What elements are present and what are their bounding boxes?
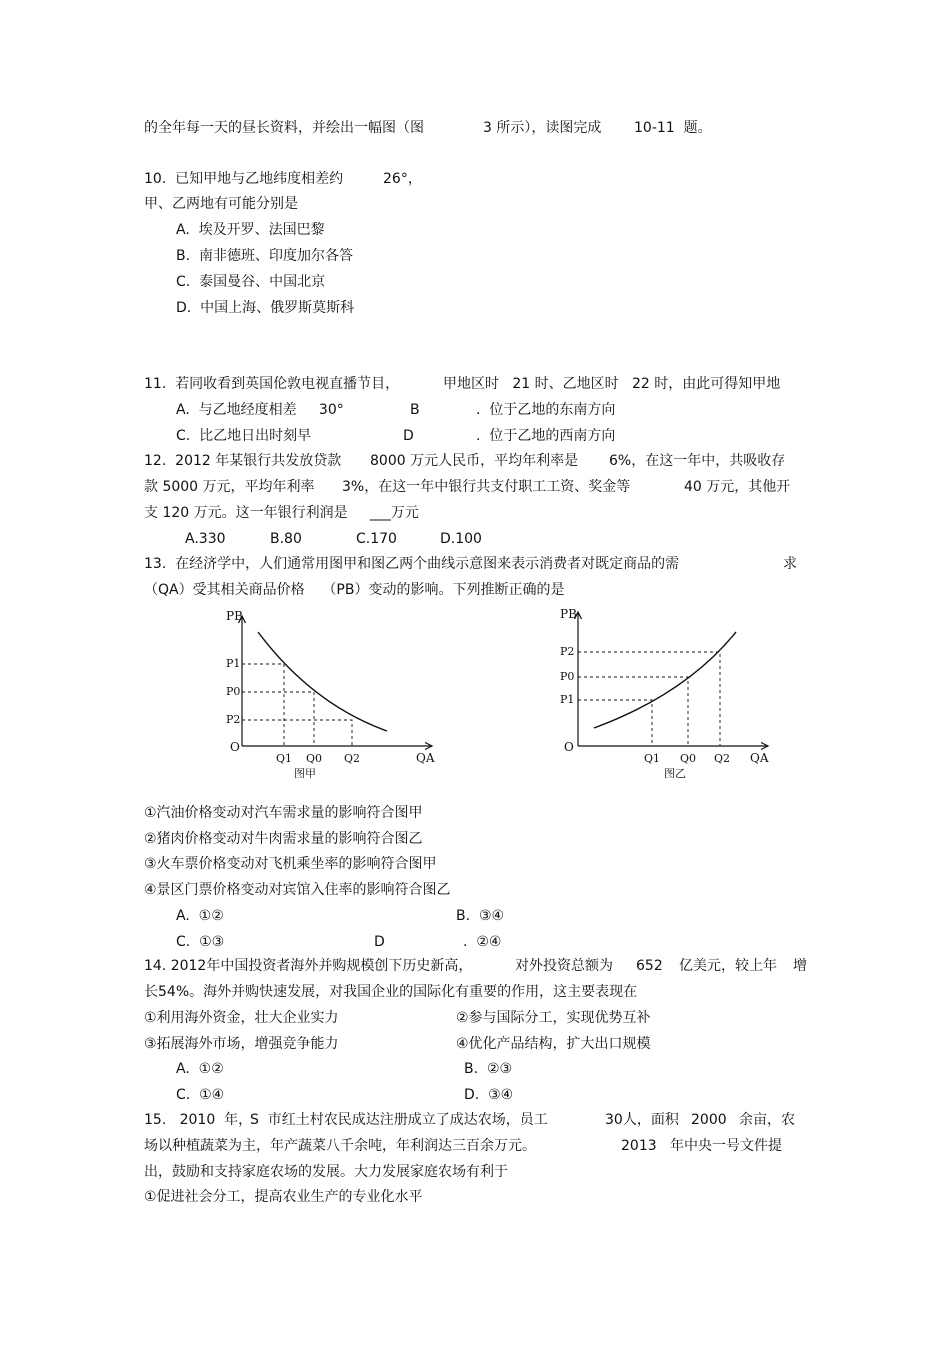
q12-option-b: B.80 — [270, 531, 302, 547]
q11-stem-2: 甲地区时 21 时、乙地区时 22 时，由此可得知甲地 — [443, 376, 781, 392]
jia-p0: P0 — [226, 685, 241, 698]
q13-option-a: A. ①② — [176, 908, 224, 924]
q14-option-b: B. ②③ — [464, 1061, 513, 1077]
q14-line1-d: 亿美元，较上年 — [679, 958, 777, 974]
q14-line1-c: 652 — [636, 958, 663, 974]
q12-line2-a: 款 5000 万元，平均年利率 — [144, 479, 315, 495]
q15-line2-b: 2013 年中央一号文件提 — [621, 1138, 782, 1154]
figure-jia — [222, 604, 442, 784]
intro-text-c: 10-11 题。 — [634, 120, 712, 136]
q15-line1-b: S 市红土村农民成达注册成立了成达农场，员工 — [250, 1112, 548, 1128]
q13-option-d: . ②④ — [463, 934, 502, 950]
q14-line1-b: 对外投资总额为 — [515, 958, 613, 974]
q10-option-a: A. 埃及开罗、法国巴黎 — [176, 222, 325, 238]
q10-option-c: C. 泰国曼谷、中国北京 — [176, 274, 326, 290]
q12-option-d: D.100 — [440, 531, 482, 547]
yi-q0: Q0 — [680, 752, 697, 765]
jia-q0: Q0 — [306, 752, 323, 765]
q14-line2: 长54%。海外并购快速发展，对我国企业的国际化有重要的作用，这主要表现在 — [144, 984, 638, 1000]
q15-line1-d: 2000 — [691, 1112, 727, 1128]
q11-option-c: C. 比乙地日出时刻早 — [176, 428, 312, 444]
q12-line2-c: 40 万元，其他开 — [684, 479, 791, 495]
q13-line2: （QA）受其相关商品价格 （PB）变动的影响。下列推断正确的是 — [144, 582, 565, 598]
q12-line1-b: 8000 万元人民币，平均年利率是 — [370, 453, 579, 469]
q14-item-3: ③拓展海外市场，增强竞争能力 — [144, 1036, 339, 1052]
q13-item-4: ④景区门票价格变动对宾馆入住率的影响符合图乙 — [144, 882, 451, 898]
q14-option-d: D. ③④ — [464, 1087, 514, 1103]
jia-q2: Q2 — [344, 752, 361, 765]
yi-caption: 图乙 — [664, 767, 686, 780]
q11-option-d-letter: D — [403, 428, 414, 444]
q13-option-b: B. ③④ — [456, 908, 505, 924]
jia-guide-p2 — [242, 720, 352, 746]
jia-p2: P2 — [226, 713, 241, 726]
jia-origin: O — [230, 740, 240, 754]
jia-guide-p0 — [242, 692, 314, 746]
q15-line2-a: 场以种植蔬菜为主，年产蔬菜八千余吨，年利润达三百余万元。 — [144, 1138, 536, 1154]
q10-stem-2: 甲、乙两地有可能分别是 — [144, 196, 298, 212]
q15-line3: 出，鼓励和支持家庭农场的发展。大力发展家庭农场有利于 — [144, 1164, 508, 1180]
yi-p0: P0 — [560, 670, 575, 683]
q11-option-a: A. 与乙地经度相差 30° — [176, 402, 344, 418]
yi-p1: P1 — [560, 693, 575, 706]
q14-option-a: A. ①② — [176, 1061, 224, 1077]
q14-option-c: C. ①④ — [176, 1087, 225, 1103]
q14-item-4: ④优化产品结构，扩大出口规模 — [456, 1036, 651, 1052]
q14-line1-e: 增 — [793, 958, 807, 974]
q12-option-c: C.170 — [356, 531, 397, 547]
q11-stem: 11. 若同收看到英国伦敦电视直播节目， — [144, 376, 400, 392]
q11-option-b-letter: B — [410, 402, 420, 418]
yi-guide-p2 — [578, 652, 720, 746]
q13-line1: 13. 在经济学中，人们通常用图甲和图乙两个曲线示意图来表示消费者对既定商品的需 — [144, 556, 680, 572]
figure-yi — [556, 604, 776, 784]
jia-y-label: PB — [226, 609, 243, 623]
q11-option-b: . 位于乙地的东南方向 — [476, 402, 616, 418]
jia-demand-curve — [258, 632, 387, 731]
q13-option-c: C. ①③ — [176, 934, 225, 950]
q12-option-a: A.330 — [185, 531, 226, 547]
q12-line2-b: 3%，在这一年中银行共支付职工工资、奖金等 — [342, 479, 631, 495]
q10-option-d: D. 中国上海、俄罗斯莫斯科 — [176, 300, 355, 316]
q10-stem: 10. 已知甲地与乙地纬度相差约 — [144, 171, 344, 187]
intro-text-a: 的全年每一天的昼长资料，并绘出一幅图（图 — [144, 120, 424, 136]
q13-line1-end: 求 — [783, 556, 797, 572]
q10-stem-value: 26°， — [383, 171, 422, 187]
jia-p1: P1 — [226, 657, 241, 670]
q12-line1-a: 12. 2012 年某银行共发放贷款 — [144, 453, 342, 469]
yi-y-label: PB — [560, 607, 577, 621]
jia-guide-p1 — [242, 664, 284, 746]
q15-line1-e: 余亩，农 — [739, 1112, 795, 1128]
yi-q1: Q1 — [644, 752, 661, 765]
yi-demand-curve — [594, 632, 736, 728]
q14-item-1: ①利用海外资金，壮大企业实力 — [144, 1010, 339, 1026]
q10-option-b: B. 南非德班、印度加尔各答 — [176, 248, 353, 264]
q15-line1-c: 30人，面积 — [605, 1112, 679, 1128]
q14-item-2: ②参与国际分工，实现优势互补 — [456, 1010, 651, 1026]
q12-line1-c: 6%，在这一年中，共吸收存 — [609, 453, 786, 469]
q15-line1-a: 15. 2010 年， — [144, 1112, 253, 1128]
q13-item-1: ①汽油价格变动对汽车需求量的影响符合图甲 — [144, 805, 423, 821]
q12-line3: 支 120 万元。这一年银行利润是 ___万元 — [144, 505, 419, 521]
q15-item-1: ①促进社会分工，提高农业生产的专业化水平 — [144, 1189, 423, 1205]
yi-origin: O — [564, 740, 574, 754]
jia-x-label: QA — [416, 751, 435, 765]
yi-x-label: QA — [750, 751, 769, 765]
q11-option-d: . 位于乙地的西南方向 — [476, 428, 616, 444]
jia-q1: Q1 — [276, 752, 293, 765]
jia-caption: 图甲 — [294, 767, 316, 780]
yi-q2: Q2 — [714, 752, 731, 765]
yi-p2: P2 — [560, 645, 575, 658]
q13-option-d-letter: D — [374, 934, 385, 950]
q14-line1-a: 14. 2012年中国投资者海外并购规模创下历史新高， — [144, 958, 473, 974]
q13-item-3: ③火车票价格变动对飞机乘坐率的影响符合图甲 — [144, 856, 437, 872]
q13-item-2: ②猪肉价格变动对牛肉需求量的影响符合图乙 — [144, 831, 423, 847]
intro-text-b: 3 所示），读图完成 — [483, 120, 602, 136]
